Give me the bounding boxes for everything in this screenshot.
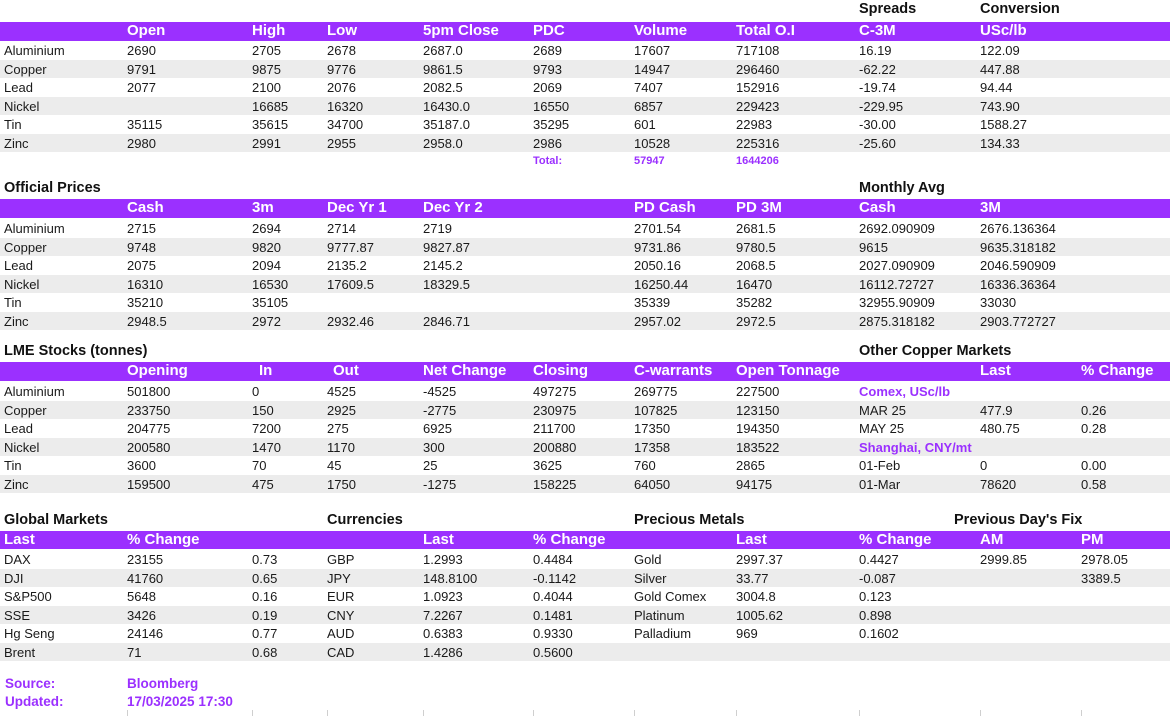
official-cell: 9827.87 xyxy=(423,239,470,255)
metal-name: Nickel xyxy=(4,98,40,114)
market-cell: 2991 xyxy=(252,135,281,151)
official-cell: 2075 xyxy=(127,258,156,273)
stocks-cell: 4525 xyxy=(327,384,356,399)
stocks-cell: 230975 xyxy=(533,402,577,418)
precious-name: Gold Comex xyxy=(634,589,707,604)
official-cell: 2135.2 xyxy=(327,258,367,273)
market-cell: 14947 xyxy=(634,61,671,77)
copper-change: 0.00 xyxy=(1081,458,1107,473)
precious-name: Platinum xyxy=(634,607,685,623)
stocks-cell: 475 xyxy=(252,476,274,492)
fix-header: PM xyxy=(1081,531,1104,548)
market-cell: 9875 xyxy=(252,61,281,77)
precious-name: Silver xyxy=(634,570,667,586)
market-cell: 22983 xyxy=(736,117,773,132)
market-cell: 2958.0 xyxy=(423,135,463,151)
precious-name: Gold xyxy=(634,552,662,567)
market-cell: 225316 xyxy=(736,135,780,151)
stocks-cell: 3600 xyxy=(127,458,156,473)
stocks-cell: 123150 xyxy=(736,402,780,418)
market-cell: 34700 xyxy=(327,117,364,132)
copper-last: 78620 xyxy=(980,476,1017,492)
market-cell: -19.74 xyxy=(859,80,896,95)
official-header: PD Cash xyxy=(634,199,696,216)
market-cell: 6857 xyxy=(634,98,663,114)
index-name: Hg Seng xyxy=(4,626,55,641)
index-name: SSE xyxy=(4,607,31,623)
market-cell: 16.19 xyxy=(859,43,892,58)
row-shade xyxy=(0,438,1170,457)
official-cell: 35210 xyxy=(127,295,164,310)
contract-label: 01-Feb xyxy=(859,458,901,473)
precious-change: 0.4427 xyxy=(859,552,899,567)
precious-header: % Change xyxy=(859,531,932,548)
market-cell: 2689 xyxy=(533,43,562,58)
metal-name: Nickel xyxy=(4,276,40,292)
official-cell: 35339 xyxy=(634,295,671,310)
stocks-cell: 1470 xyxy=(252,439,281,455)
index-last: 24146 xyxy=(127,626,164,641)
precious-change: 0.123 xyxy=(859,589,892,604)
copper-last: 0 xyxy=(980,458,988,473)
official-header: 3M xyxy=(980,199,1001,216)
market-cell: 9791 xyxy=(127,61,156,77)
source-value: Bloomberg xyxy=(127,676,199,691)
stocks-cell: 300 xyxy=(423,439,445,455)
metal-name: Copper xyxy=(4,239,47,255)
stocks-cell: 45 xyxy=(327,458,342,473)
official-cell: 2719 xyxy=(423,221,452,236)
total-oi: 1644206 xyxy=(736,155,779,167)
metal-name: Aluminium xyxy=(4,384,65,399)
market-header: Open xyxy=(127,22,166,39)
stocks-cell: 70 xyxy=(252,458,267,473)
metal-name: Nickel xyxy=(4,439,40,455)
official-cell: 2715 xyxy=(127,221,156,236)
market-cell: 9793 xyxy=(533,61,562,77)
totals-label: Total: xyxy=(533,155,563,167)
market-header: 5pm Close xyxy=(423,22,499,39)
stocks-cell: 497275 xyxy=(533,384,577,399)
official-header: Dec Yr 2 xyxy=(423,199,483,216)
market-cell: 134.33 xyxy=(980,135,1020,151)
market-header: Low xyxy=(327,22,357,39)
stocks-cell: 0 xyxy=(252,384,260,399)
official-cell: 2875.318182 xyxy=(859,313,935,329)
official-cell: 18329.5 xyxy=(423,276,470,292)
lme-stocks-title: LME Stocks (tonnes) xyxy=(4,343,148,359)
cell-gridline xyxy=(423,710,424,716)
market-cell: 35295 xyxy=(533,117,570,132)
official-cell: 16310 xyxy=(127,276,164,292)
currency-last: 0.6383 xyxy=(423,626,463,641)
market-cell: 7407 xyxy=(634,80,663,95)
stocks-header: Closing xyxy=(533,362,588,379)
stocks-cell: 2925 xyxy=(327,402,356,418)
official-cell: 9615 xyxy=(859,239,888,255)
stocks-cell: 94175 xyxy=(736,476,773,492)
global-header: % Change xyxy=(127,531,200,548)
currency-change: 0.5600 xyxy=(533,644,573,660)
stocks-cell: 159500 xyxy=(127,476,171,492)
official-cell: 2714 xyxy=(327,221,356,236)
metal-name: Aluminium xyxy=(4,221,65,236)
market-cell: 743.90 xyxy=(980,98,1020,114)
stocks-cell: 275 xyxy=(327,421,349,436)
currency-last: 1.2993 xyxy=(423,552,463,567)
market-cell: 2986 xyxy=(533,135,562,151)
official-cell: 2068.5 xyxy=(736,258,776,273)
market-cell: 2980 xyxy=(127,135,156,151)
market-cell: 2687.0 xyxy=(423,43,463,58)
stocks-cell: 107825 xyxy=(634,402,678,418)
stocks-cell: 17350 xyxy=(634,421,671,436)
cell-gridline xyxy=(736,710,737,716)
updated-value: 17/03/2025 17:30 xyxy=(127,694,233,709)
metal-name: Lead xyxy=(4,80,33,95)
index-change: 0.73 xyxy=(252,552,278,567)
copper-last: 477.9 xyxy=(980,402,1013,418)
market-cell: 152916 xyxy=(736,80,780,95)
contract-label: MAY 25 xyxy=(859,421,905,436)
monthly-avg-title: Monthly Avg xyxy=(859,180,945,196)
currency-change: 0.4044 xyxy=(533,589,573,604)
stocks-cell: 7200 xyxy=(252,421,281,436)
market-header: USc/lb xyxy=(980,22,1027,39)
official-cell: 9635.318182 xyxy=(980,239,1056,255)
official-cell: 2027.090909 xyxy=(859,258,935,273)
metal-name: Copper xyxy=(4,61,47,77)
official-cell: 2701.54 xyxy=(634,221,681,236)
market-cell: 16685 xyxy=(252,98,289,114)
market-cell: -30.00 xyxy=(859,117,896,132)
official-cell: 2972 xyxy=(252,313,281,329)
metal-name: Zinc xyxy=(4,135,29,151)
stocks-cell: 233750 xyxy=(127,402,171,418)
cell-gridline xyxy=(1081,710,1082,716)
precious-change: 0.898 xyxy=(859,607,892,623)
currency-change: -0.1142 xyxy=(533,570,577,586)
index-name: DJI xyxy=(4,570,24,586)
official-cell: 9731.86 xyxy=(634,239,681,255)
official-cell: 2692.090909 xyxy=(859,221,935,236)
fix-am: 2999.85 xyxy=(980,552,1027,567)
stocks-cell: 194350 xyxy=(736,421,780,436)
contract-label: 01-Mar xyxy=(859,476,901,492)
market-cell: 2076 xyxy=(327,80,356,95)
official-cell: 2046.590909 xyxy=(980,258,1056,273)
copper-header: % Change xyxy=(1081,362,1154,379)
index-change: 0.68 xyxy=(252,644,278,660)
stocks-cell: 204775 xyxy=(127,421,171,436)
official-cell: 9820 xyxy=(252,239,281,255)
market-header: Total O.I xyxy=(736,22,795,39)
precious-header: Last xyxy=(736,531,767,548)
index-change: 0.77 xyxy=(252,626,278,641)
official-cell: 16530 xyxy=(252,276,289,292)
precious-name: Palladium xyxy=(634,626,692,641)
official-cell: 2094 xyxy=(252,258,281,273)
global-header: Last xyxy=(4,531,35,548)
stocks-cell: 1750 xyxy=(327,476,356,492)
market-cell: -25.60 xyxy=(859,135,896,151)
spreads-title: Spreads xyxy=(859,1,917,17)
metal-name: Lead xyxy=(4,258,33,273)
stocks-cell: 269775 xyxy=(634,384,678,399)
official-cell: 2681.5 xyxy=(736,221,776,236)
official-cell: 2694 xyxy=(252,221,281,236)
copper-market-subheading: Comex, USc/lb xyxy=(859,384,951,399)
stocks-cell: 25 xyxy=(423,458,438,473)
market-header: Volume xyxy=(634,22,688,39)
market-cell: 35115 xyxy=(127,117,163,132)
stocks-cell: 1170 xyxy=(327,439,355,455)
row-shade xyxy=(0,569,1170,588)
metal-name: Zinc xyxy=(4,476,29,492)
stocks-cell: 200580 xyxy=(127,439,171,455)
stocks-cell: 227500 xyxy=(736,384,780,399)
stocks-cell: 200880 xyxy=(533,439,577,455)
currency-last: 7.2267 xyxy=(423,607,463,623)
copper-change: 0.28 xyxy=(1081,421,1107,436)
stocks-header: Opening xyxy=(127,362,188,379)
row-shade xyxy=(0,606,1170,625)
market-cell: 9861.5 xyxy=(423,61,463,77)
official-cell: 2145.2 xyxy=(423,258,463,273)
official-cell: 9780.5 xyxy=(736,239,776,255)
official-cell: 9777.87 xyxy=(327,239,374,255)
previous-fix-title: Previous Day's Fix xyxy=(954,512,1083,528)
index-last: 23155 xyxy=(127,552,164,567)
cell-gridline xyxy=(634,710,635,716)
total-volume: 57947 xyxy=(634,155,665,167)
stocks-header: Net Change xyxy=(423,362,507,379)
market-cell: 122.09 xyxy=(980,43,1020,58)
official-cell: 2846.71 xyxy=(423,313,470,329)
official-header: Dec Yr 1 xyxy=(327,199,387,216)
market-cell: 17607 xyxy=(634,43,671,58)
currency-name: GBP xyxy=(327,552,355,567)
stocks-cell: 3625 xyxy=(533,458,562,473)
stocks-cell: 2865 xyxy=(736,458,765,473)
stocks-header: Out xyxy=(333,362,359,379)
market-cell: 35187.0 xyxy=(423,117,470,132)
official-cell: 35282 xyxy=(736,295,773,310)
contract-label: MAR 25 xyxy=(859,402,906,418)
official-cell: 9748 xyxy=(127,239,156,255)
global-markets-title: Global Markets xyxy=(4,512,108,528)
cell-gridline xyxy=(327,710,328,716)
stocks-cell: 501800 xyxy=(127,384,171,399)
currency-name: AUD xyxy=(327,626,355,641)
market-cell: 447.88 xyxy=(980,61,1020,77)
metal-name: Zinc xyxy=(4,313,29,329)
copper-change: 0.26 xyxy=(1081,402,1107,418)
official-cell: 2932.46 xyxy=(327,313,374,329)
precious-last: 33.77 xyxy=(736,570,769,586)
index-name: Brent xyxy=(4,644,36,660)
index-last: 3426 xyxy=(127,607,156,623)
cell-gridline xyxy=(533,710,534,716)
market-cell: 16430.0 xyxy=(423,98,470,114)
market-header: PDC xyxy=(533,22,565,39)
currency-last: 1.4286 xyxy=(423,644,463,660)
market-cell: 94.44 xyxy=(980,80,1013,95)
official-cell: 16470 xyxy=(736,276,773,292)
precious-change: 0.1602 xyxy=(859,626,899,641)
market-cell: 601 xyxy=(634,117,656,132)
copper-last: 480.75 xyxy=(980,421,1020,436)
fix-pm: 2978.05 xyxy=(1081,552,1128,567)
index-last: 71 xyxy=(127,644,142,660)
currency-last: 148.8100 xyxy=(423,570,478,586)
market-cell: 16320 xyxy=(327,98,364,114)
index-change: 0.16 xyxy=(252,589,278,604)
metal-name: Tin xyxy=(4,295,22,310)
index-last: 5648 xyxy=(127,589,156,604)
metal-name: Copper xyxy=(4,402,47,418)
stocks-cell: 158225 xyxy=(533,476,577,492)
currency-change: 0.9330 xyxy=(533,626,573,641)
stocks-header: C-warrants xyxy=(634,362,713,379)
currency-last: 1.0923 xyxy=(423,589,463,604)
market-cell: 1588.27 xyxy=(980,117,1027,132)
metal-name: Lead xyxy=(4,421,33,436)
official-cell: 16336.36364 xyxy=(980,276,1056,292)
row-shade xyxy=(0,643,1170,662)
stocks-cell: 6925 xyxy=(423,421,452,436)
market-cell: 296460 xyxy=(736,61,780,77)
copper-market-subheading: Shanghai, CNY/mt xyxy=(859,439,972,455)
currency-header: Last xyxy=(423,531,454,548)
precious-metals-title: Precious Metals xyxy=(634,512,745,528)
currency-name: JPY xyxy=(327,570,351,586)
market-cell: 35615 xyxy=(252,117,289,132)
currency-name: CNY xyxy=(327,607,355,623)
index-name: DAX xyxy=(4,552,31,567)
currency-header: % Change xyxy=(533,531,606,548)
currency-name: CAD xyxy=(327,644,355,660)
metal-name: Tin xyxy=(4,458,22,473)
cell-gridline xyxy=(980,710,981,716)
market-cell: 229423 xyxy=(736,98,780,114)
other-copper-title: Other Copper Markets xyxy=(859,343,1012,359)
source-label: Source: xyxy=(5,676,56,691)
currency-change: 0.1481 xyxy=(533,607,573,623)
precious-last: 969 xyxy=(736,626,758,641)
market-cell: -229.95 xyxy=(859,98,904,114)
stocks-cell: -2775 xyxy=(423,402,457,418)
market-cell: 10528 xyxy=(634,135,671,151)
official-cell: 2957.02 xyxy=(634,313,681,329)
precious-last: 3004.8 xyxy=(736,589,776,604)
stocks-header: Open Tonnage xyxy=(736,362,840,379)
official-cell: 32955.90909 xyxy=(859,295,935,310)
official-cell: 17609.5 xyxy=(327,276,374,292)
official-header: PD 3M xyxy=(736,199,782,216)
index-name: S&P500 xyxy=(4,589,52,604)
market-cell: 16550 xyxy=(533,98,570,114)
official-cell: 2903.772727 xyxy=(980,313,1056,329)
market-cell: -62.22 xyxy=(859,61,896,77)
official-cell: 2676.136364 xyxy=(980,221,1056,236)
market-cell: 2705 xyxy=(252,43,281,58)
metal-name: Tin xyxy=(4,117,22,132)
index-last: 41760 xyxy=(127,570,164,586)
official-cell: 16112.72727 xyxy=(859,276,934,292)
updated-label: Updated: xyxy=(5,694,64,709)
stocks-cell: 150 xyxy=(252,402,274,418)
stocks-cell: 17358 xyxy=(634,439,671,455)
conversion-title: Conversion xyxy=(980,1,1060,17)
copper-change: 0.58 xyxy=(1081,476,1107,492)
copper-header: Last xyxy=(980,362,1011,379)
market-cell: 2100 xyxy=(252,80,281,95)
currency-name: EUR xyxy=(327,589,355,604)
official-header: Cash xyxy=(127,199,164,216)
cell-gridline xyxy=(252,710,253,716)
official-cell: 16250.44 xyxy=(634,276,689,292)
stocks-cell: 760 xyxy=(634,458,656,473)
currencies-title: Currencies xyxy=(327,512,403,528)
official-cell: 35105 xyxy=(252,295,289,310)
official-header: Cash xyxy=(859,199,896,216)
market-header: C-3M xyxy=(859,22,896,39)
market-cell: 2069 xyxy=(533,80,562,95)
market-cell: 2678 xyxy=(327,43,356,58)
currency-change: 0.4484 xyxy=(533,552,573,567)
market-cell: 2082.5 xyxy=(423,80,463,95)
cell-gridline xyxy=(127,710,128,716)
index-change: 0.65 xyxy=(252,570,278,586)
official-cell: 2972.5 xyxy=(736,313,776,329)
stocks-header: In xyxy=(259,362,273,379)
market-cell: 717108 xyxy=(736,43,780,58)
official-header: 3m xyxy=(252,199,274,216)
metal-name: Aluminium xyxy=(4,43,65,58)
fix-header: AM xyxy=(980,531,1004,548)
precious-last: 2997.37 xyxy=(736,552,783,567)
market-header: High xyxy=(252,22,286,39)
market-cell: 2690 xyxy=(127,43,156,58)
stocks-cell: 211700 xyxy=(533,421,576,436)
precious-change: -0.087 xyxy=(859,570,896,586)
official-cell: 33030 xyxy=(980,295,1017,310)
cell-gridline xyxy=(859,710,860,716)
official-prices-title: Official Prices xyxy=(4,180,101,196)
official-cell: 2948.5 xyxy=(127,313,167,329)
index-change: 0.19 xyxy=(252,607,278,623)
market-cell: 2077 xyxy=(127,80,156,95)
stocks-cell: 64050 xyxy=(634,476,671,492)
market-cell: 2955 xyxy=(327,135,356,151)
stocks-cell: -1275 xyxy=(423,476,457,492)
stocks-cell: -4525 xyxy=(423,384,457,399)
market-cell: 9776 xyxy=(327,61,356,77)
fix-pm: 3389.5 xyxy=(1081,570,1121,586)
precious-last: 1005.62 xyxy=(736,607,783,623)
official-cell: 2050.16 xyxy=(634,258,681,273)
stocks-cell: 183522 xyxy=(736,439,780,455)
